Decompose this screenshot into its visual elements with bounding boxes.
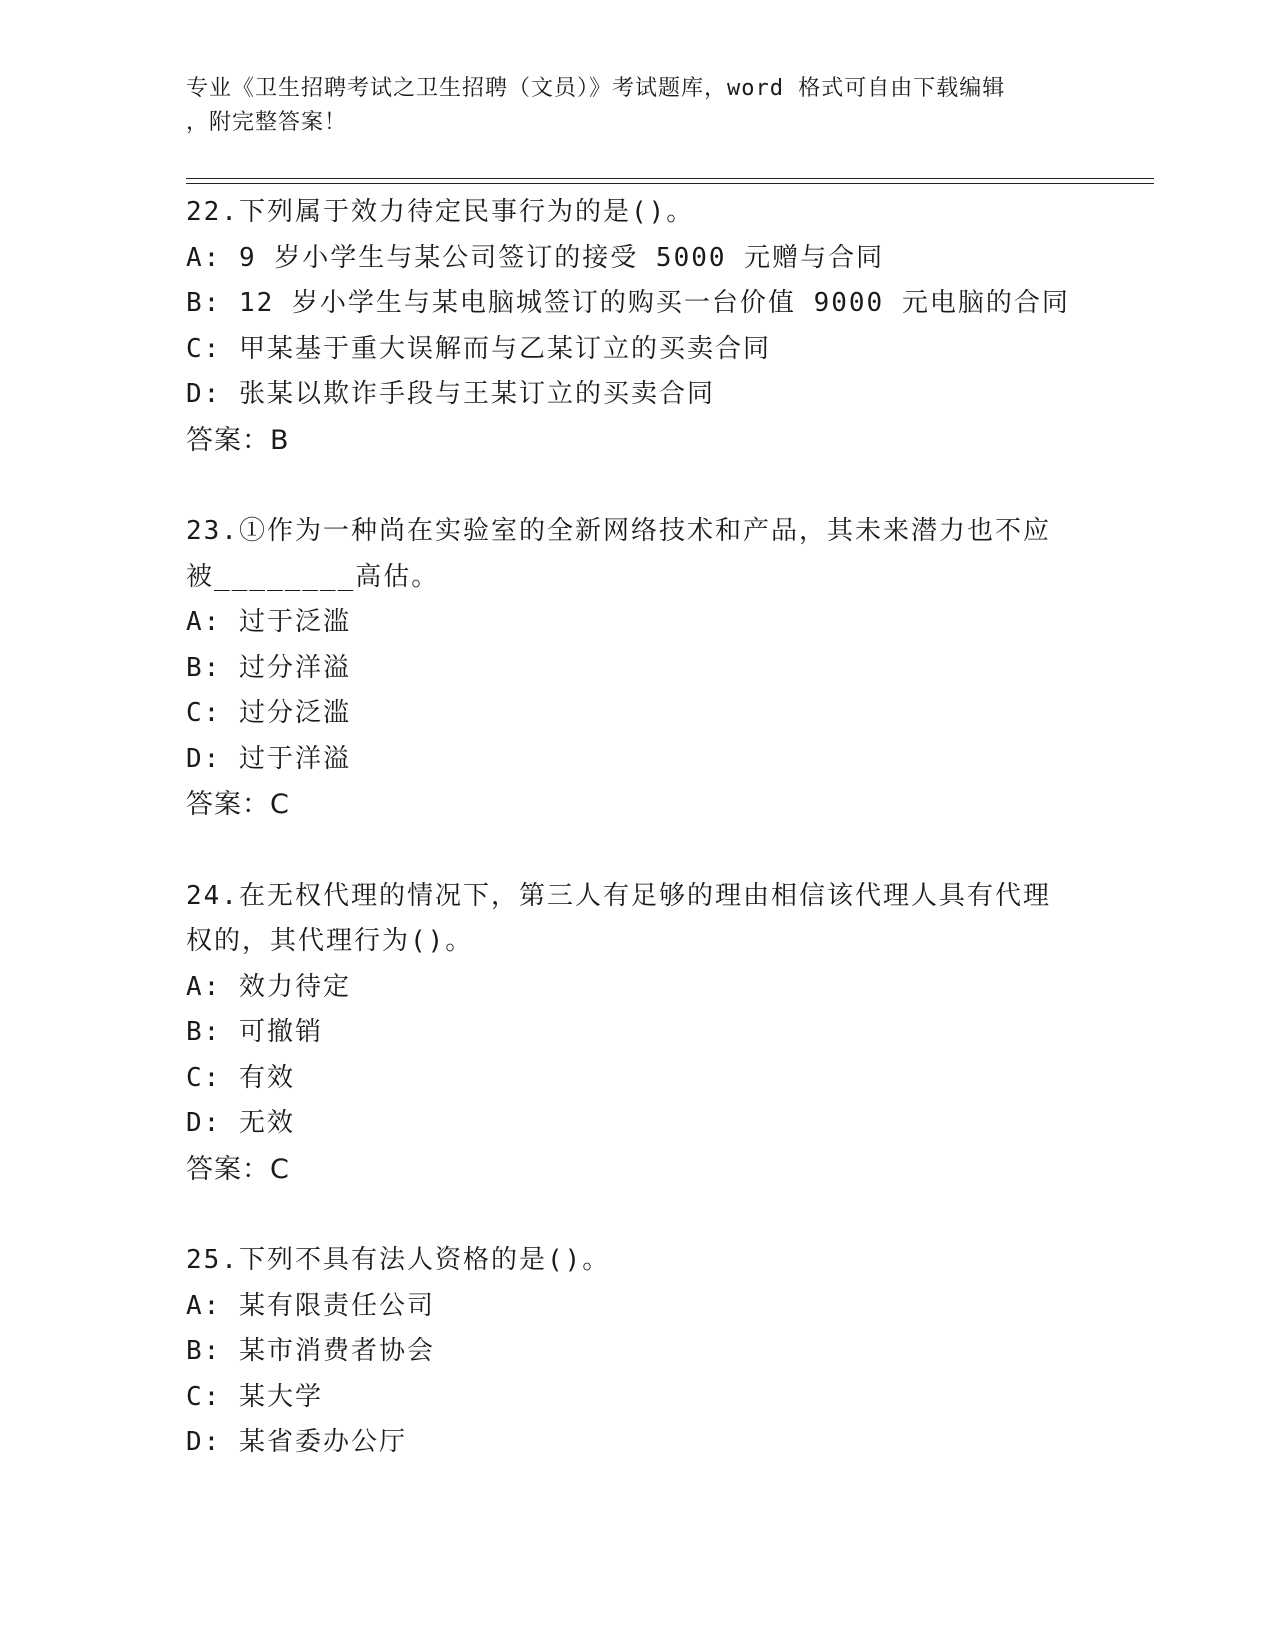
question-stem-cont: 权的，其代理行为()。 — [186, 926, 474, 956]
option-b: B: 某市消费者协会 — [186, 1336, 435, 1366]
option-b: B: 过分洋溢 — [186, 652, 351, 683]
option-a: A: 效力待定 — [186, 971, 351, 1002]
question-stem: 24.在无权代理的情况下，第三人有足够的理由相信该代理人具有代理 — [186, 880, 1051, 911]
answer-label: 答案：B — [186, 424, 290, 456]
option-a: A: 过于泛滥 — [186, 607, 351, 637]
option-a: A: 某有限责任公司 — [186, 1290, 435, 1321]
option-c: C: 甲某基于重大误解而与乙某订立的买卖合同 — [186, 333, 771, 364]
question-25 — [186, 1238, 1086, 1466]
option-c: C: 有效 — [186, 1062, 295, 1093]
header-divider-top — [186, 178, 1154, 179]
option-c: C: 某大学 — [186, 1381, 323, 1412]
question-stem-cont: 被________高估。 — [186, 561, 440, 592]
question-stem: 25.下列不具有法人资格的是()。 — [186, 1245, 611, 1275]
option-b: B: 可撤销 — [186, 1017, 323, 1047]
option-c: C: 过分泛滥 — [186, 698, 351, 728]
option-d: D: 过于洋溢 — [186, 743, 351, 774]
question-stem: 23.①作为一种尚在实验室的全新网络技术和产品，其未来潜力也不应 — [186, 516, 1051, 546]
option-a: A: 9 岁小学生与某公司签订的接受 5000 元赠与合同 — [186, 242, 885, 273]
header-divider-bottom — [186, 183, 1154, 184]
header-line-1: 专业《卫生招聘考试之卫生招聘（文员）》考试题库，word 格式可自由下载编辑 — [186, 76, 1006, 101]
header-line-2: ，附完整答案！ — [186, 110, 348, 135]
question-stem: 22.下列属于效力待定民事行为的是()。 — [186, 197, 695, 227]
answer-label: 答案：C — [186, 789, 290, 820]
question-list — [186, 190, 1086, 1466]
question-22 — [186, 190, 1086, 463]
option-b: B: 12 岁小学生与某电脑城签订的购买一台价值 9000 元电脑的合同 — [186, 288, 1070, 318]
option-d: D: 某省委办公厅 — [186, 1427, 407, 1457]
option-d: D: 无效 — [186, 1108, 295, 1138]
answer-label: 答案：C — [186, 1153, 290, 1185]
question-24 — [186, 874, 1086, 1193]
question-23 — [186, 509, 1086, 828]
document-header — [186, 72, 1086, 140]
option-d: D: 张某以欺诈手段与王某订立的买卖合同 — [186, 379, 715, 409]
